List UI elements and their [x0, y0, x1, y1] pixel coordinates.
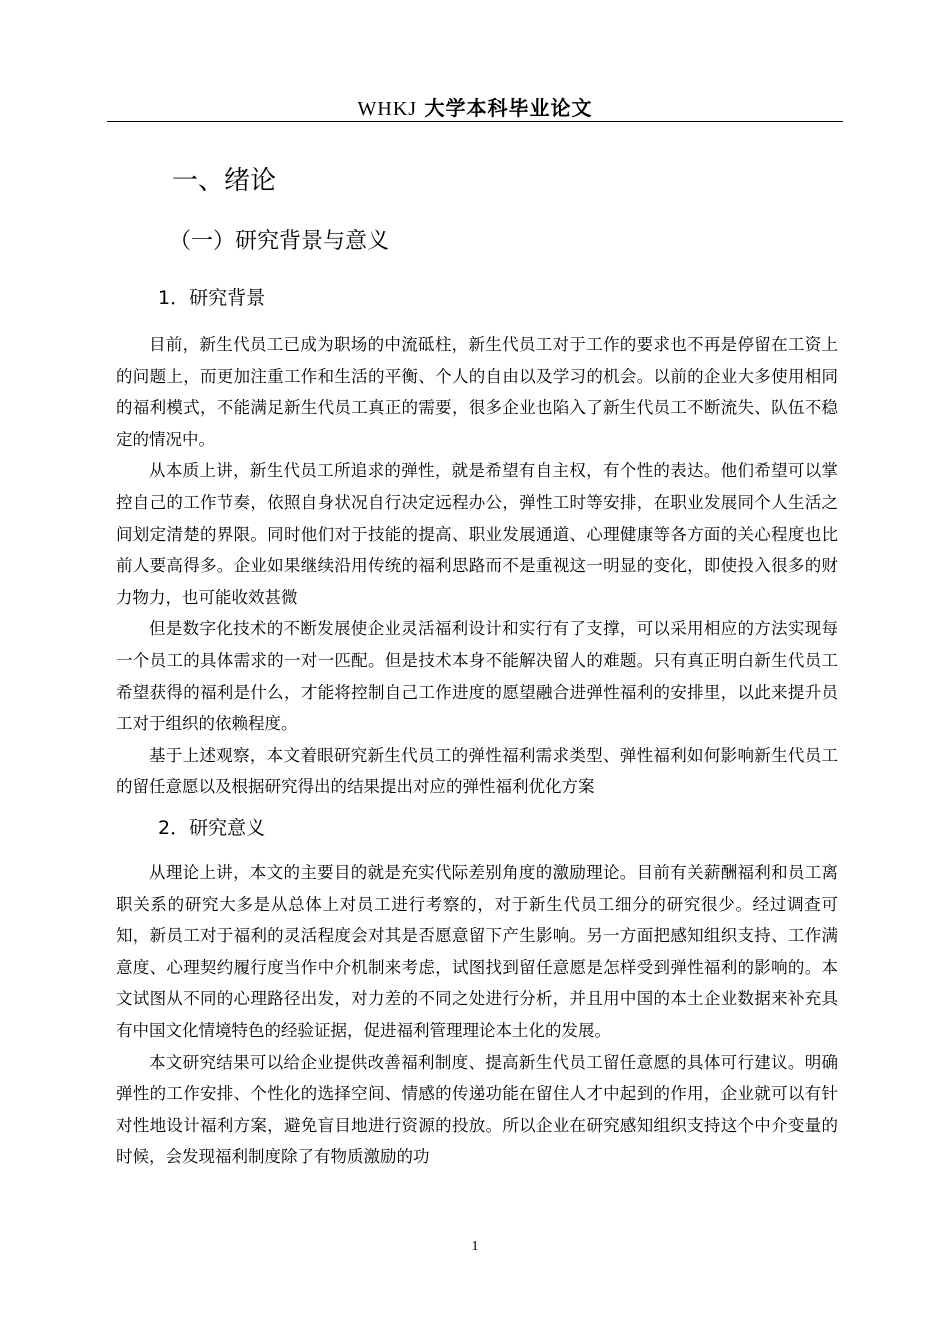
paragraph: 目前，新生代员工已成为职场的中流砥柱，新生代员工对于工作的要求也不再是停留在工资上的问题上，而更加注重工作和生活的平衡、个人的自由以及学习的机会。以前的企业大多使用相同的福利模式，不能满足新生代员工真正的需要，很多企业也陷入了新生代员工不断流失、队伍不稳定的情况中。 — [116, 335, 838, 449]
section-title: （一）研究背景与意义 — [169, 229, 390, 254]
header-divider — [107, 121, 843, 122]
paragraph: 从本质上讲，新生代员工所追求的弹性，就是希望有自主权，有个性的表达。他们希望可以掌控自己的工作节奏，依照自身状况自行决定远程办公，弹性工时等安排，在职业发展同个人生活之间划定清楚的界限。同时他们对于技能的提高、职业发展通道、心理健康等各方面的关心程度也比前人要高得多。企业如果继续沿用传统的福利思路而不是重视这一明显的变化，即使投入很多的财力物力，也可能收效甚微 — [116, 461, 838, 607]
header-title — [0, 96, 950, 121]
subsection-body-background — [116, 329, 838, 803]
page-number: 1 — [471, 1239, 479, 1254]
paragraph: 但是数字化技术的不断发展使企业灵活福利设计和实行有了支撑，可以采用相应的方法实现每一个员工的具体需求的一对一匹配。但是技术本身不能解决留人的难题。只有真正明白新生代员工希望获得的福利是什么，才能将控制自己工作进度的愿望融合进弹性福利的安排里，以此来提升员工对于组织的依赖程度。 — [116, 619, 838, 734]
chapter-title: 一、绪论 — [172, 166, 277, 196]
header-title-en: WHKJ — [357, 98, 418, 120]
subsection-title-background: 1．研究背景 — [158, 287, 266, 309]
paragraph: 本文研究结果可以给企业提供改善福利制度、提高新生代员工留任意愿的具体可行建议。明确弹性的工作安排、个性化的选择空间、情感的传递功能在留住人才中起到的作用，企业就可以有针对性地设计福利方案，避免盲目地进行资源的投放。所以企业在研究感知组织支持这个中介变量的时候，会发现福利制度除了有物质激励的功 — [116, 1052, 838, 1167]
paragraph: 从理论上讲，本文的主要目的就是充实代际差别角度的激励理论。目前有关薪酬福利和员工离职关系的研究大多是从总体上对员工进行考察的，对于新生代员工细分的研究很少。经过调查可知，新员工对于福利的灵活程度会对其是否愿意留下产生影响。另一方面把感知组织支持、工作满意度、心理契约履行度当作中介机制来考虑，试图找到留任意愿是怎样受到弹性福利的影响的。本文试图从不同的心理路径出发，对力差的不同之处进行分析，并且用中国的本土企业数据来补充具有中国文化情境特色的经验证据，促进福利管理理论本土化的发展。 — [116, 863, 838, 1040]
subsection-body-significance — [116, 857, 838, 1173]
header-title-zh: 大学本科毕业论文 — [424, 96, 593, 120]
paragraph: 基于上述观察，本文着眼研究新生代员工的弹性福利需求类型、弹性福利如何影响新生代员工的留任意愿以及根据研究得出的结果提出对应的弹性福利优化方案 — [116, 745, 838, 797]
subsection-title-significance: 2．研究意义 — [158, 817, 266, 839]
